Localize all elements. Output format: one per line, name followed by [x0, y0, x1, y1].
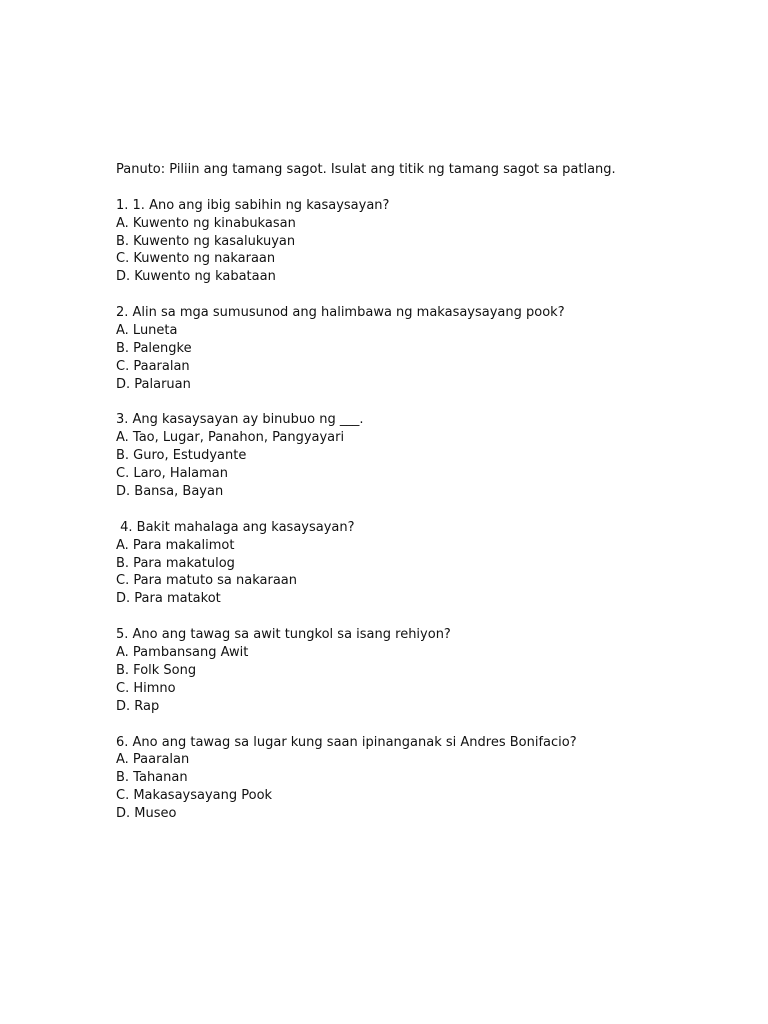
document-body	[116, 161, 716, 823]
question-block	[116, 197, 716, 286]
question-text: 1. 1. Ano ang ibig sabihin ng kasaysayan?	[116, 197, 390, 213]
choice: C. Laro, Halaman	[116, 466, 229, 482]
question-text: 4. Bakit mahalaga ang kasaysayan?	[116, 519, 355, 535]
instructions: Panuto: Piliin ang tamang sagot. Isulat ang titik ng tamang sagot sa patlang.	[116, 162, 616, 177]
choice: D. Bansa, Bayan	[116, 484, 224, 500]
spacer	[116, 179, 716, 197]
question-block	[116, 519, 716, 608]
choice: D. Para matakot	[116, 591, 221, 607]
choice: A. Pambansang Awit	[116, 645, 249, 661]
choice: B. Para makatulog	[116, 555, 235, 571]
question-text: 2. Alin sa mga sumusunod ang halimbawa ng makasaysayang pook?	[116, 305, 565, 321]
spacer	[116, 286, 716, 304]
spacer	[116, 716, 716, 734]
question-block	[116, 626, 716, 715]
choice: C. Himno	[116, 680, 176, 696]
question-text: 3. Ang kasaysayan ay binubuo ng ___.	[116, 412, 364, 428]
choice: A. Kuwento ng kinabukasan	[116, 215, 296, 231]
choice: B. Kuwento ng kasalukuyan	[116, 233, 296, 249]
spacer	[116, 608, 716, 626]
question-block	[116, 411, 716, 500]
choice: B. Tahanan	[116, 770, 188, 786]
choice: A. Paaralan	[116, 752, 190, 768]
choice: A. Para makalimot	[116, 537, 235, 553]
choice: C. Para matuto sa nakaraan	[116, 573, 298, 589]
choice: A. Tao, Lugar, Panahon, Pangyayari	[116, 430, 345, 446]
choice: C. Makasaysayang Pook	[116, 788, 273, 804]
question-block	[116, 304, 716, 393]
choice: D. Kuwento ng kabataan	[116, 269, 276, 285]
choice: D. Museo	[116, 806, 177, 822]
question-block	[116, 734, 716, 823]
choice: D. Rap	[116, 698, 160, 714]
choice: C. Paaralan	[116, 358, 190, 374]
choice: B. Palengke	[116, 340, 192, 356]
choice: D. Palaruan	[116, 376, 191, 392]
choice: B. Folk Song	[116, 662, 197, 678]
choice: B. Guro, Estudyante	[116, 448, 247, 464]
choice: A. Luneta	[116, 323, 178, 339]
question-text: 5. Ano ang tawag sa awit tungkol sa isang rehiyon?	[116, 627, 451, 643]
choice: C. Kuwento ng nakaraan	[116, 251, 276, 267]
spacer	[116, 394, 716, 412]
question-text: 6. Ano ang tawag sa lugar kung saan ipinanganak si Andres Bonifacio?	[116, 734, 577, 750]
spacer	[116, 501, 716, 519]
